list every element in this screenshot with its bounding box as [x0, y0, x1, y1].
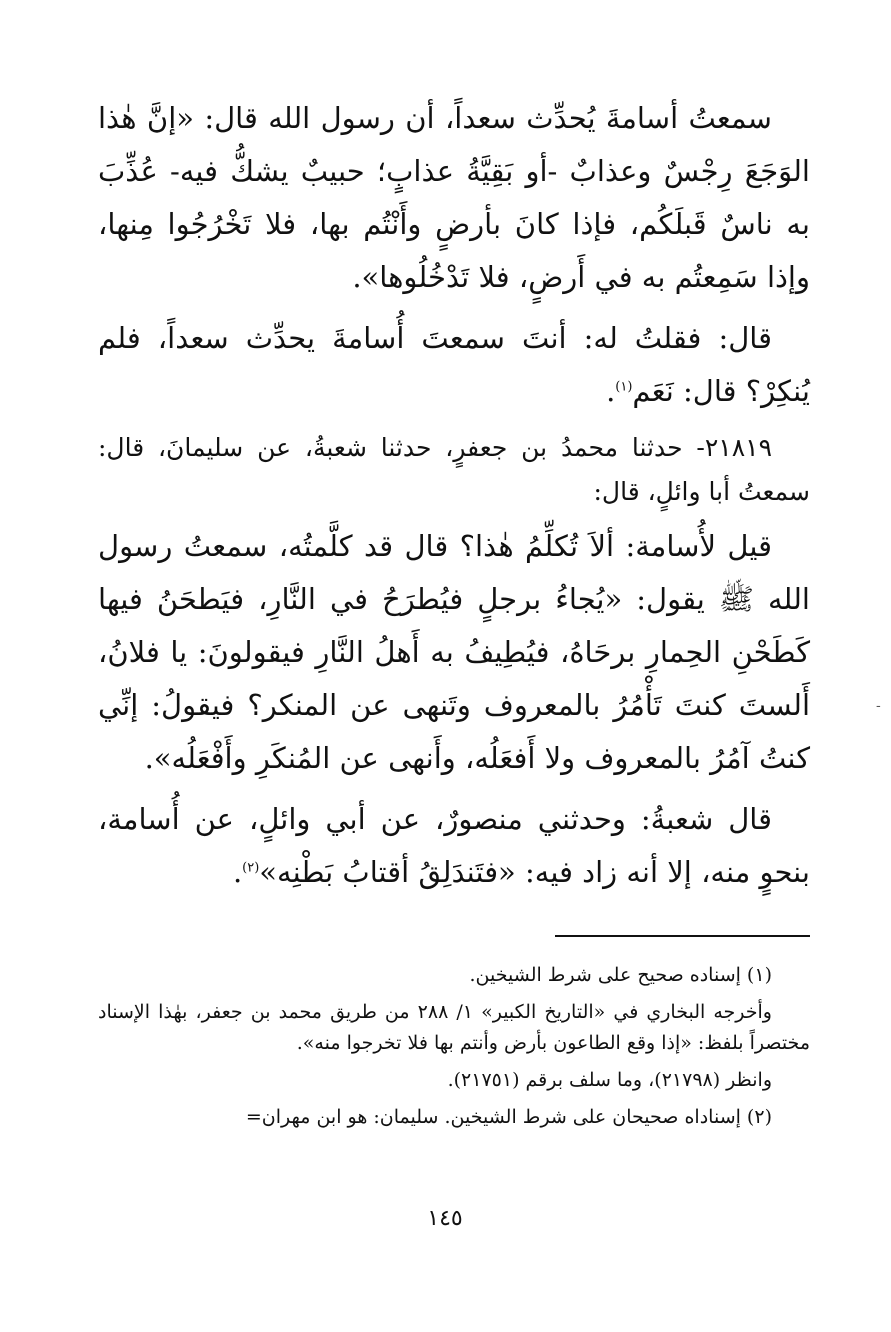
paragraph-2 [98, 312, 810, 418]
footnote-divider [555, 935, 810, 937]
footnote-1-see-also: وانظر (٢١٧٩٨)، وما سلف برقم (٢١٧٥١). [447, 1069, 772, 1091]
margin-mark: - [876, 698, 881, 714]
footnote-ref-2: (٢) [242, 860, 260, 876]
footnote-1-detail: وأخرجه البخاري في «التاريخ الكبير» ١/ ٢٨٨ من طريق محمد بن جعفر، بهٰذا الإسناد مختصراً بلفظ: «إذا وقع الطاعون بأرض وأنتم بها فلا تخرجوا منه». [98, 1001, 810, 1054]
paragraph-5 [98, 793, 810, 899]
footnote-ref-1: (١) [615, 379, 633, 395]
paragraph-2-text: قال: فقلتُ له: أنتَ سمعتَ أُسامةَ يحدِّث سعداً، فلم يُنكِرْ؟ قال: نَعَم [98, 321, 810, 408]
paragraph-4: قيل لأُسامة: ألاَ تُكلِّمُ هٰذا؟ قال قد كلَّمتُه، سمعتُ رسول الله ﷺ يقول: «يُجاءُ برجلٍ فيُطرَحُ في النَّارِ، فيَطحَنُ فيها كَطَحْنِ الحِمارِ برحَاهُ، فيُطِيفُ به أَهلُ النَّارِ فيقولونَ: يا فلانُ، أَلستَ كنتَ تَأْمُرُ بالمعروف وتَنهى عن المنكر؟ فيقولُ: إنِّي كنتُ آمُرُ بالمعروف ولا أَفعَلُه، وأَنهى عن المُنكَرِ وأَفْعَلُه». [98, 529, 810, 775]
paragraph-5-end: . [232, 855, 243, 889]
paragraph-5-text: قال شعبةُ: وحدثني منصورٌ، عن أبي وائلٍ، عن أُسامة، بنحوٍ منه، إلا أنه زاد فيه: «فتَندَلِقُ أقتابُ بَطْنِه» [98, 802, 810, 889]
hadith-number-paragraph: ٢١٨١٩- حدثنا محمدُ بن جعفرٍ، حدثنا شعبةُ، عن سليمانَ، قال: سمعتُ أبا وائلٍ، قال: [98, 433, 810, 506]
footnote-2: (٢) إسناداه صحيحان على شرط الشيخين. سليمان: هو ابن مهران= [245, 1106, 772, 1128]
paragraph-2-end: . [606, 374, 616, 408]
paragraph-1: سمعتُ أسامةَ يُحدِّث سعداً، أن رسول الله قال: «إنَّ هٰذا الوَجَعَ رِجْسٌ وعذابٌ -أو بَقِيَّةُ عذابٍ؛ حبيبٌ يشكُّ فيه- عُذِّبَ به ناسٌ قَبلَكُم، فإذا كانَ بأرضٍ وأَنْتُم بها، فلا تَخْرُجُوا مِنها، وإذا سَمِعتُم به في أَرضٍ، فلا تَدْخُلُوها». [98, 101, 810, 294]
page-number: ١٤٥ [427, 1206, 463, 1231]
footnotes [98, 960, 810, 1133]
footnote-1: (١) إسناده صحيح على شرط الشيخين. [469, 964, 772, 986]
main-text [98, 92, 810, 899]
